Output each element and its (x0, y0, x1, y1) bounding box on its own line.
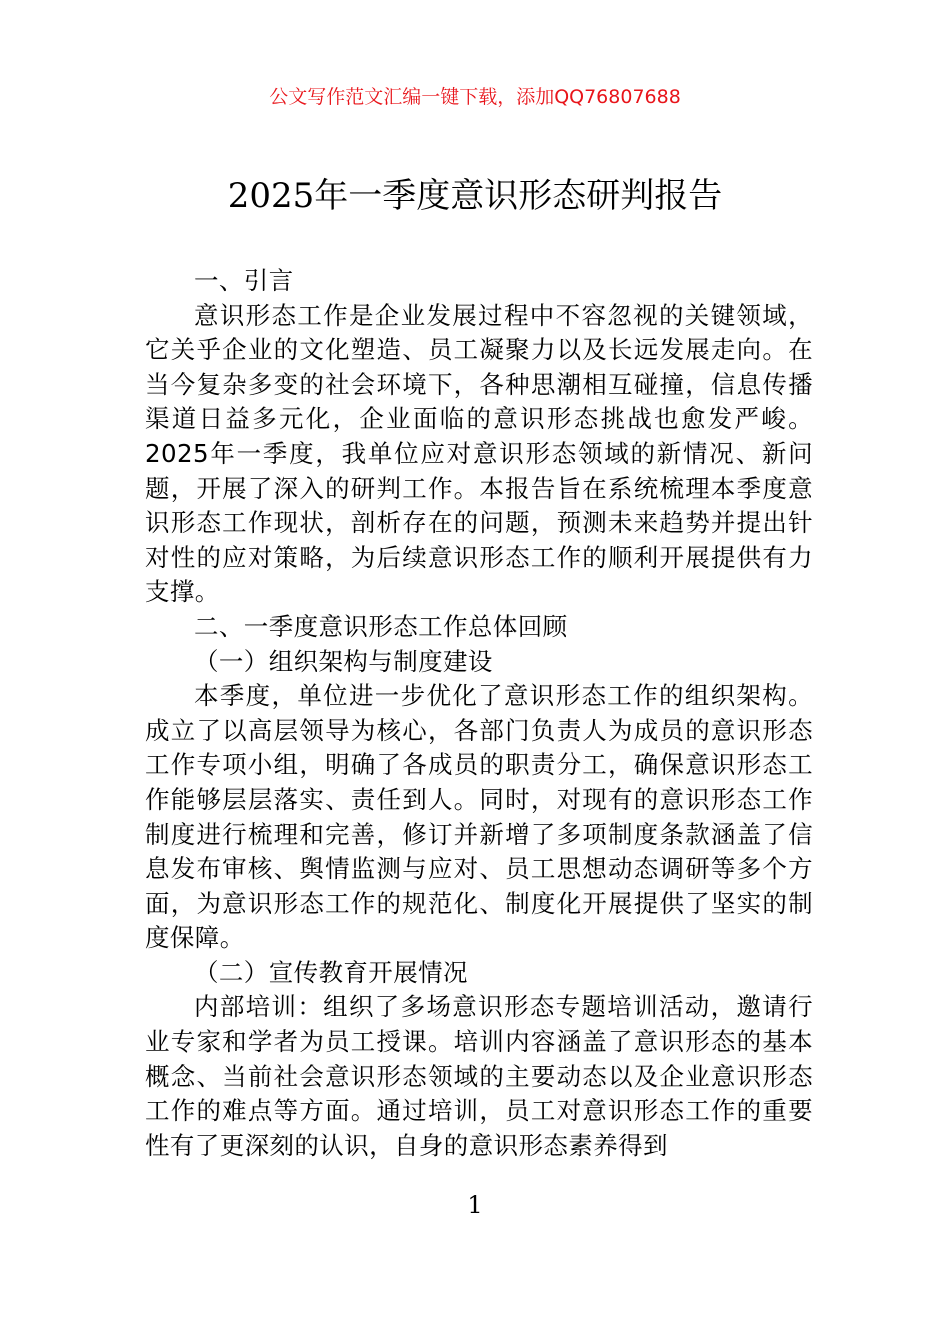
paragraph-organization: 本季度，单位进一步优化了意识形态工作的组织架构。成立了以高层领导为核心，各部门负责人为成员的意识形态工作专项小组，明确了各成员的职责分工，确保意识形态工作能够层层落实、责任到人。同时，对现有的意识形态工作制度进行梳理和完善，修订并新增了多项制度条款涵盖了信息发布审核、舆情监测与应对、员工思想动态调研等多个方面，为意识形态工作的规范化、制度化开展提供了坚实的制度保障。 (145, 681, 813, 953)
page-number: 1 (467, 1191, 483, 1219)
download-banner: 公文写作范文汇编一键下载，添加QQ76807688 (269, 86, 681, 108)
document-body (145, 264, 813, 1163)
section-heading-review: 二、一季度意识形态工作总体回顾 (194, 611, 568, 641)
paragraph-intro: 意识形态工作是企业发展过程中不容忽视的关键领域，它关乎企业的文化塑造、员工凝聚力以及长远发展走向。在当今复杂多变的社会环境下，各种思潮相互碰撞，信息传播渠道日益多元化，企业面临的意识形态挑战也愈发严峻。2025年一季度，我单位应对意识形态领域的新情况、新问题，开展了深入的研判工作。本报告旨在系统梳理本季度意识形态工作现状，剖析存在的问题，预测未来趋势并提出针对性的应对策略，为后续意识形态工作的顺利开展提供有力支撑。 (145, 300, 813, 607)
paragraph-education: 内部培训：组织了多场意识形态专题培训活动，邀请行业专家和学者为员工授课。培训内容涵盖了意识形态的基本概念、当前社会意识形态领域的主要动态以及企业意识形态工作的难点等方面。通过培训，员工对意识形态工作的重要性有了更深刻的认识，自身的意识形态素养得到 (145, 992, 813, 1160)
subsection-heading-education: （二）宣传教育开展情况 (194, 957, 468, 987)
subsection-heading-organization: （一）组织架构与制度建设 (194, 646, 493, 676)
document-title: 2025年一季度意识形态研判报告 (227, 176, 723, 216)
section-heading-intro: 一、引言 (194, 266, 294, 295)
